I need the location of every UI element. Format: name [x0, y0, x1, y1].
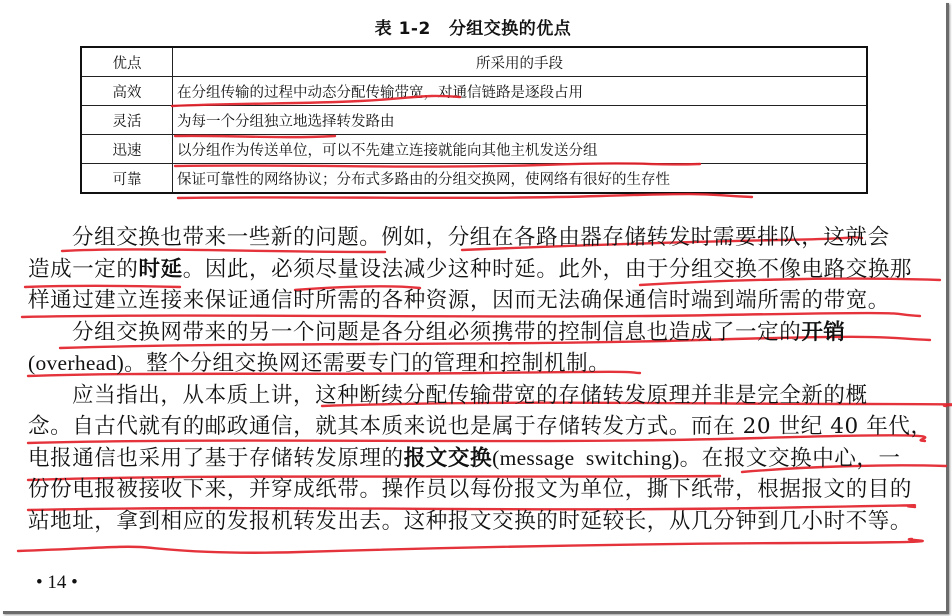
text-line: [28, 474, 928, 506]
table-row: [81, 106, 867, 135]
text-run: 。因此，必须尽量设法减少这种时延。此外，由于分组交换不像电路交换那: [182, 256, 913, 282]
table-row: [81, 135, 867, 164]
text-line: [28, 506, 928, 538]
text-line: [28, 348, 928, 380]
text-run: 份份电报被接收下来，并穿成纸带。操作员以每份报文为单位，撕下纸带，根据报文的目的: [28, 477, 913, 502]
text-run: 样通过建立连接来保证通信时所需的各种资源，因而无法确保通信时端到端所需的带宽。: [28, 288, 890, 313]
means-text: 保证可靠性的网络协议；分布式多路由的分组交换网，使网络有很好的生存性: [177, 171, 670, 188]
advantage-cell: 迅速: [81, 135, 173, 164]
means-cell: [173, 164, 868, 194]
text-run: 造成一定的: [28, 256, 139, 282]
text-run: 分组交换网带来的另一个问题是各分组必须携带的控制信息也造成了一定的: [72, 319, 802, 345]
text-run: 念。自古代就有的邮政通信，就其本质来说也是属于存储转发方式。而在 20 世纪 40 年代，: [28, 414, 933, 439]
table-caption-number: 表 1-2: [374, 19, 431, 39]
means-cell: [173, 135, 868, 164]
text-run: 分组交换也带来一些新的问题。例如，分组在各路由器存储转发时需要排队，这就会: [72, 225, 890, 250]
means-cell: [173, 77, 868, 106]
english-term: (message switching): [492, 445, 680, 470]
bold-term: 开销: [801, 319, 846, 345]
table-caption: [0, 14, 946, 39]
advantages-table: [80, 46, 868, 194]
text-run: 应当指出，从本质上讲，这种断续分配传输带宽的存储转发原理并非是完全新的概: [72, 382, 868, 408]
body-text: [28, 222, 933, 537]
text-line: [28, 317, 928, 349]
advantage-cell: 高效: [81, 77, 173, 106]
bold-term: 时延: [138, 256, 183, 282]
text-line: [28, 380, 928, 412]
english-term: (overhead): [28, 351, 125, 375]
table-header-advantage: 优点: [81, 47, 173, 77]
table-header-means: 所采用的手段: [173, 47, 868, 77]
text-line: [28, 285, 928, 317]
table-row: [81, 77, 867, 106]
advantage-cell: 可靠: [81, 164, 173, 194]
table-caption-title: 分组交换的优点: [448, 19, 572, 39]
page-number: • 14 •: [36, 572, 78, 593]
text-line: [28, 443, 928, 475]
bold-term: 报文交换: [403, 445, 493, 471]
text-run: 电报通信也采用了基于存储转发原理的: [28, 445, 404, 471]
text-line: [28, 411, 933, 443]
table-header-row: [81, 47, 867, 77]
text-line: [28, 254, 928, 286]
advantage-cell: 灵活: [81, 106, 173, 135]
text-run: 。整个分组交换网还需要专门的管理和控制机制。: [124, 351, 611, 376]
text-run: 。在报文交换中心，一: [679, 445, 901, 471]
table-row: [81, 164, 867, 194]
means-cell: [173, 106, 868, 135]
text-line: [28, 222, 928, 254]
text-run: 站地址，拿到相应的发报机转发出去。这种报文交换的时延较长，从几分钟到几小时不等。: [28, 508, 913, 534]
means-text: 为每一个分组独立地选择转发路由: [177, 113, 395, 130]
means-text: 在分组传输的过程中动态分配传输带宽，对通信链路是逐段占用: [177, 84, 583, 101]
means-text: 以分组作为传送单位，可以不先建立连接就能向其他主机发送分组: [177, 142, 598, 159]
